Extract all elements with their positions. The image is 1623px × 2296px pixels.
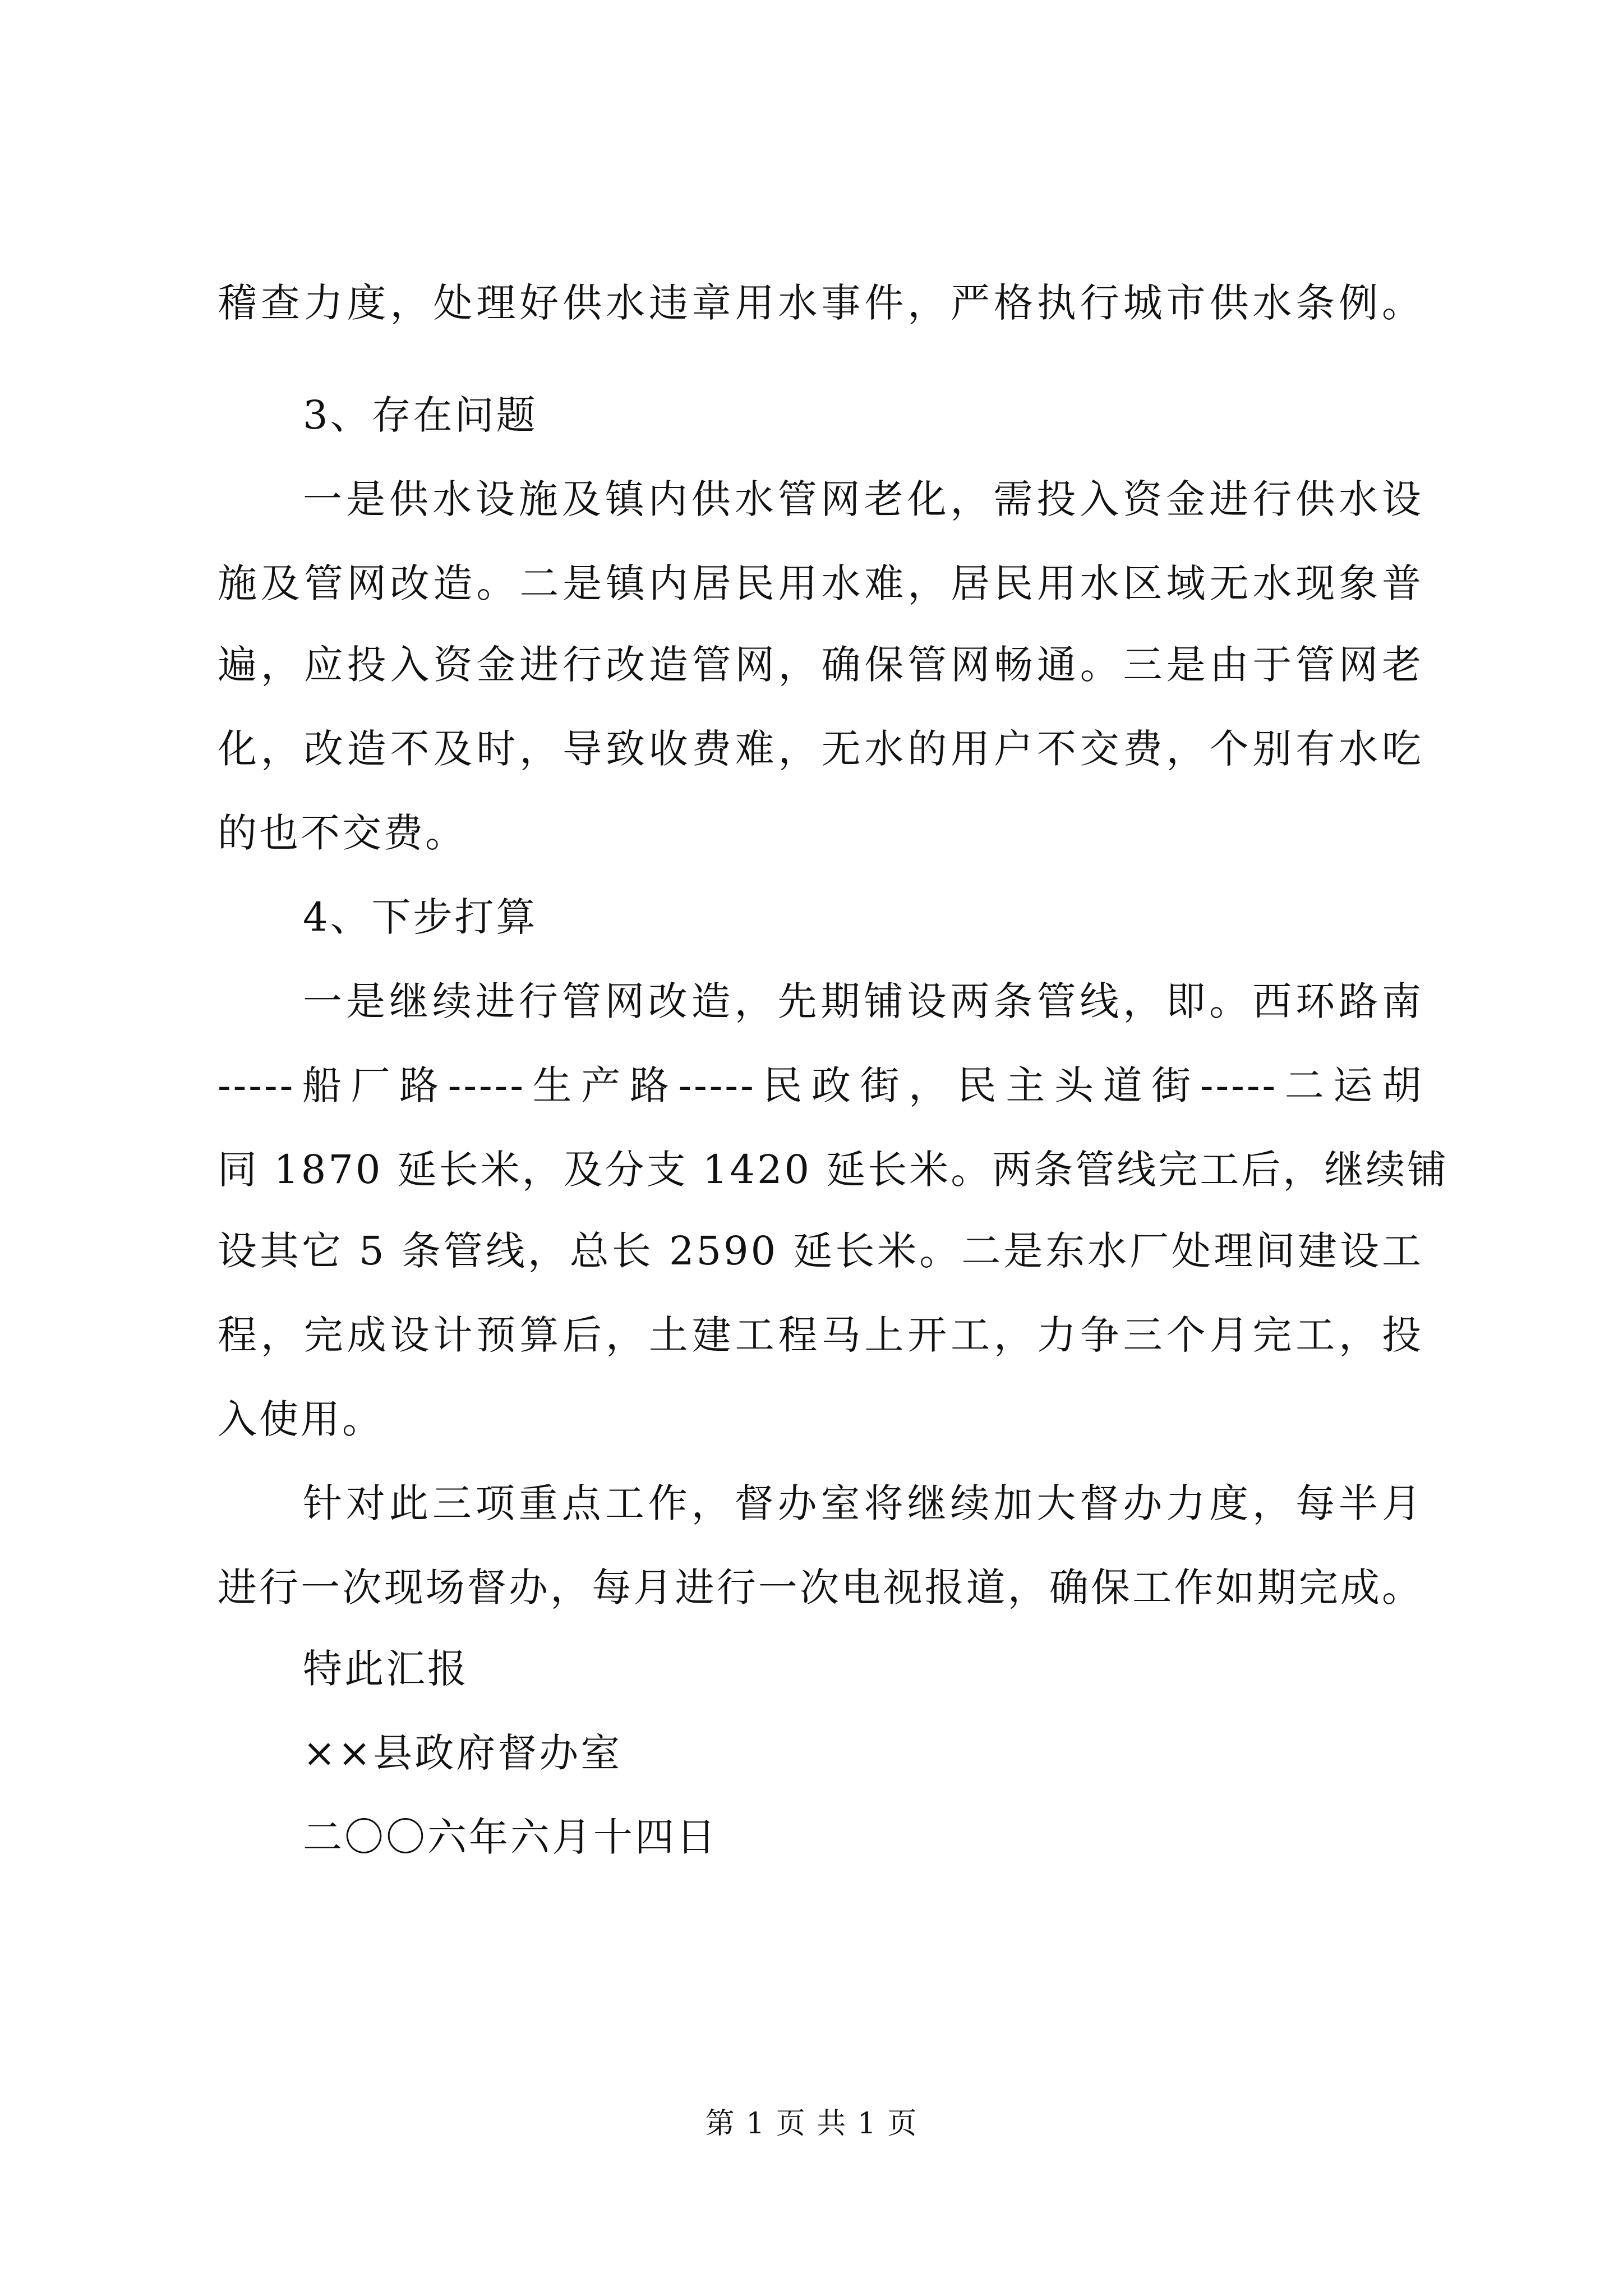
text-line: 施及管网改造。二是镇内居民用水难，居民用水区域无水现象普 [218,560,1423,606]
text-line: 程，完成设计预算后，土建工程马上开工，力争三个月完工，投 [218,1312,1423,1358]
text-line: 遍，应投入资金进行改造管网，确保管网畅通。三是由于管网老 [218,642,1423,688]
text-line: 进行一次现场督办，每月进行一次电视报道，确保工作如期完成。 [218,1565,1423,1611]
text-line: 一是供水设施及镇内供水管网老化，需投入资金进行供水设 [303,476,1423,522]
section-heading: 4、下步打算 [303,894,538,940]
text-line: 稽查力度，处理好供水违章用水事件，严格执行城市供水条例。 [218,280,1423,326]
text-line: -----船厂路-----生产路-----民政街，民主头道街-----二运胡 [218,1062,1423,1108]
text-line: 入使用。 [218,1396,384,1442]
text-line: 同 1870 延长米，及分支 1420 延长米。两条管线完工后，继续铺 [218,1147,1449,1193]
page-footer: 第 1 页 共 1 页 [705,2107,918,2141]
text-line: 针对此三项重点工作，督办室将继续加大督办力度，每半月 [303,1480,1423,1526]
text-line: 的也不交费。 [218,810,467,856]
signature-date: 二〇〇六年六月十四日 [303,1814,718,1860]
text-line: 设其它 5 条管线，总长 2590 延长米。二是东水厂处理间建设工 [218,1228,1423,1274]
closing-text: 特此汇报 [303,1646,469,1692]
text-line: 化，改造不及时，导致收费难，无水的用户不交费，个别有水吃 [218,726,1423,772]
section-heading: 3、存在问题 [303,392,538,438]
text-line: 一是继续进行管网改造，先期铺设两条管线，即。西环路南 [303,978,1423,1024]
signature-organization: ××县政府督办室 [303,1730,623,1776]
